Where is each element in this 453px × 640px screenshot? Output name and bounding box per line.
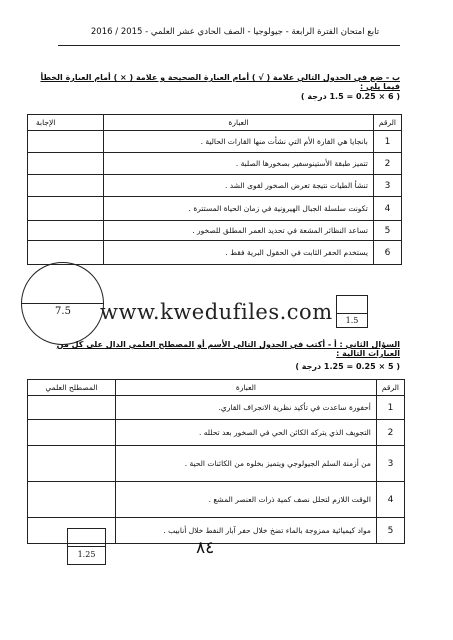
answer-cell[interactable]: [28, 175, 104, 197]
table-row: [28, 420, 405, 446]
row-num: 5: [376, 518, 404, 544]
table-row: [28, 221, 402, 241]
answer-cell[interactable]: [28, 197, 104, 221]
row-statement: من أزمنة السلم الجيولوجي ويتميز بخلوه من الكائنات الحية .: [116, 446, 377, 482]
part-b-instruction-text: ب - ضع في الجدول التالي علامة ( √ ) أمام العبارة الصحيحة و علامة ( × ) أمام العبارة الخطأ فيما يلي :: [40, 73, 400, 91]
row-statement: مواد كيميائية ممزوجة بالماء تضخ خلال حفر آبار النفط خلال أنابيب .: [116, 518, 377, 544]
answer-cell[interactable]: [28, 221, 104, 241]
column-header-statement: العبارة: [104, 115, 374, 131]
answer-cell[interactable]: [28, 131, 104, 153]
table-row: [28, 446, 405, 482]
table-row: [28, 131, 402, 153]
row-num: 6: [373, 241, 401, 265]
column-header-answer: الإجابة: [28, 115, 104, 131]
part-2a-instruction-text: السؤال الثاني : أ - أكتب في الجدول التالي الأسم أو المصطلح العلمي الدال على كل من العبارات التالية :: [56, 340, 400, 358]
terms-table: [27, 379, 405, 544]
score-box-part-2a-divider: [67, 546, 106, 547]
term-cell[interactable]: [28, 420, 116, 446]
row-statement: الوقت اللازم لتحلل نصف كمية ذرات العنصر المشع .: [116, 482, 377, 518]
row-statement: تكونت سلسلة الجبال الهيرونية في زمان الحياة المستترة .: [104, 197, 374, 221]
term-cell[interactable]: [28, 446, 116, 482]
table-row: [28, 241, 402, 265]
term-cell[interactable]: [28, 396, 116, 420]
table-header-row: [28, 380, 405, 396]
answer-cell[interactable]: [28, 241, 104, 265]
row-statement: التجويف الذي يتركه الكائن الحي في الصخور بعد تحلله .: [116, 420, 377, 446]
watermark: www.kwedufiles.com: [100, 300, 333, 324]
row-statement: تتميز طبقة الأستينوسفير بصخورها الصلبة .: [104, 153, 374, 175]
table-row: [28, 197, 402, 221]
page-header: تابع امتحان الفترة الرابعة - جيولوجيا - الصف الحادي عشر العلمي - 2015 / 2016: [90, 27, 380, 37]
column-header-term: المصطلح العلمي: [28, 380, 116, 396]
answer-cell[interactable]: [28, 153, 104, 175]
part-2a-marks: ( 5 × 0.25 = 1.25 درجة ): [295, 362, 400, 371]
score-circle-divider: [21, 303, 104, 304]
score-box-part-2a-value: 1.25: [77, 550, 96, 559]
table-row: [28, 175, 402, 197]
column-header-statement: العبارة: [116, 380, 377, 396]
row-num: 4: [376, 482, 404, 518]
column-header-num: الرقم: [373, 115, 401, 131]
score-box-part-b-value: 1.5: [345, 316, 359, 325]
row-num: 1: [373, 131, 401, 153]
row-num: 2: [376, 420, 404, 446]
row-statement: أحفورة ساعدت في تأكيد نظرية الانجراف القاري.: [116, 396, 377, 420]
table-row: [28, 482, 405, 518]
score-circle-total: 7.5: [55, 306, 71, 317]
row-statement: يستخدم الحفر الثابت في الحقول البرية فقط .: [104, 241, 374, 265]
row-num: 2: [373, 153, 401, 175]
row-num: 3: [376, 446, 404, 482]
table-row: [28, 396, 405, 420]
table-header-row: [28, 115, 402, 131]
row-num: 4: [373, 197, 401, 221]
score-box-part-b-divider: [336, 313, 368, 314]
row-num: 1: [376, 396, 404, 420]
row-statement: تساعد النظائر المشعة في تحديد العمر المطلق للصخور .: [104, 221, 374, 241]
part-2a-instruction: [30, 340, 400, 358]
term-cell[interactable]: [28, 482, 116, 518]
row-statement: بانجايا هي القارة الأم التي نشأت منها القارات الحالية .: [104, 131, 374, 153]
part-b-instruction: [40, 73, 400, 91]
row-statement: تنشأ الطيات نتيجة تعرض الصخور لقوى الشد .: [104, 175, 374, 197]
page-number: ٨٤: [196, 538, 215, 558]
column-header-num: الرقم: [376, 380, 404, 396]
part-b-marks: ( 6 × 0.25 = 1.5 درجة ): [300, 92, 400, 101]
true-false-table: [27, 114, 402, 265]
header-rule: [58, 45, 400, 46]
row-num: 5: [373, 221, 401, 241]
row-num: 3: [373, 175, 401, 197]
table-row: [28, 153, 402, 175]
